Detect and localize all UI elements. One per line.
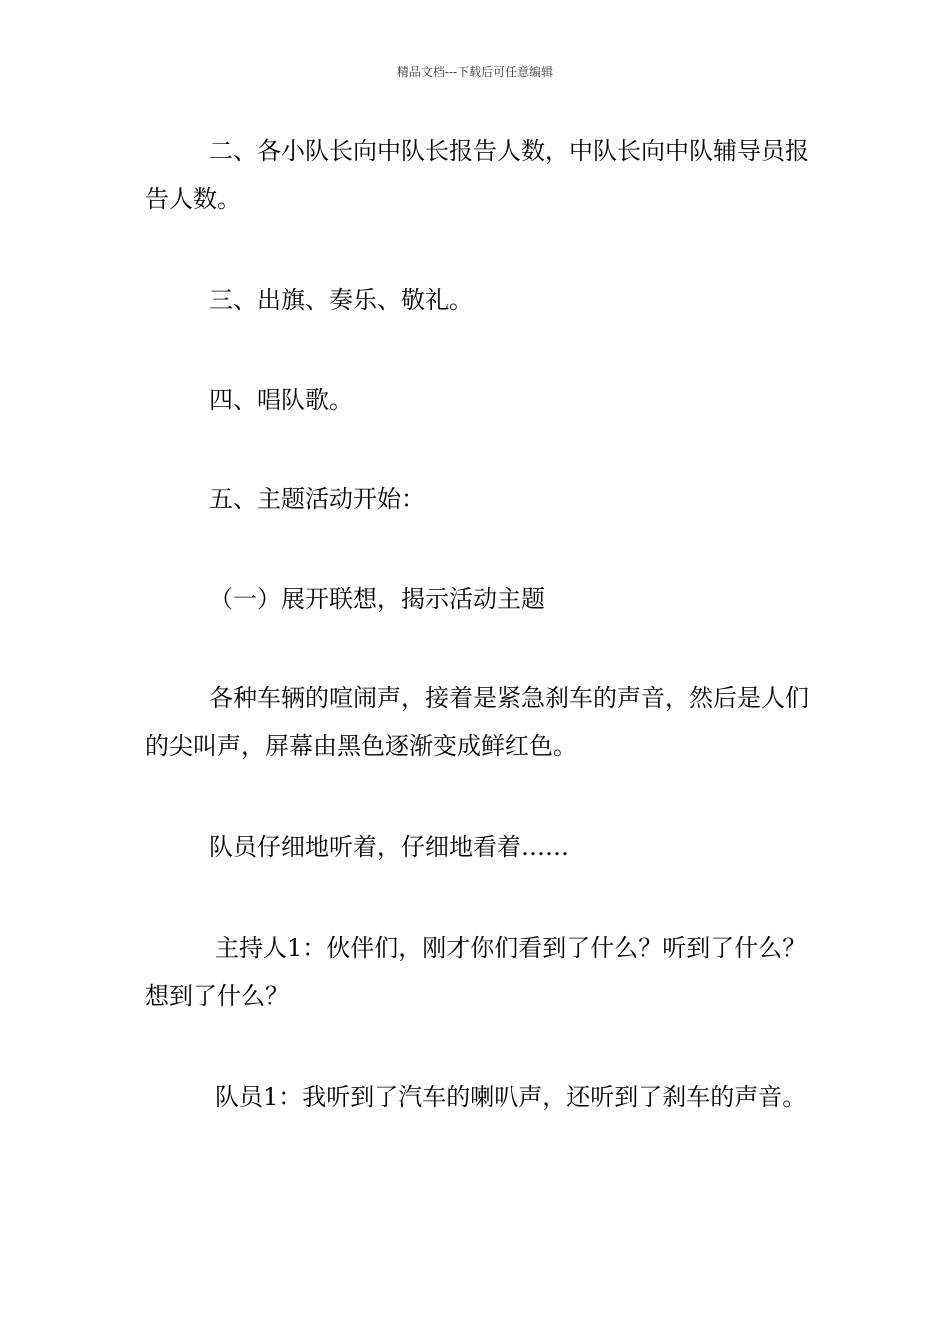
paragraph-host-question: 主持人1：伙伴们，刚才你们看到了什么？听到了什么？想到了什么？ xyxy=(145,934,807,1010)
paragraph-members-listen: 队员仔细地听着，仔细地看着…… xyxy=(209,833,569,861)
paragraph-section-one: （一）展开联想，揭示活动主题 xyxy=(209,585,545,613)
paragraph-report-count: 二、各小队长向中队长报告人数，中队长向中队辅导员报告人数。 xyxy=(145,137,809,213)
page-header: 精品文档---下载后可任意编辑 xyxy=(396,65,554,79)
paragraph-flag-ceremony: 三、出旗、奏乐、敬礼。 xyxy=(209,286,473,314)
paragraph-activity-start: 五、主题活动开始： xyxy=(209,485,425,513)
paragraph-member-answer: 队员1：我听到了汽车的喇叭声，还听到了刹车的声音。 xyxy=(215,1083,807,1111)
paragraph-vehicle-sounds: 各种车辆的喧闹声，接着是紧急刹车的声音，然后是人们的尖叫声，屏幕由黑色逐渐变成鲜红色。 xyxy=(145,684,809,760)
paragraph-team-song: 四、唱队歌。 xyxy=(209,386,353,414)
